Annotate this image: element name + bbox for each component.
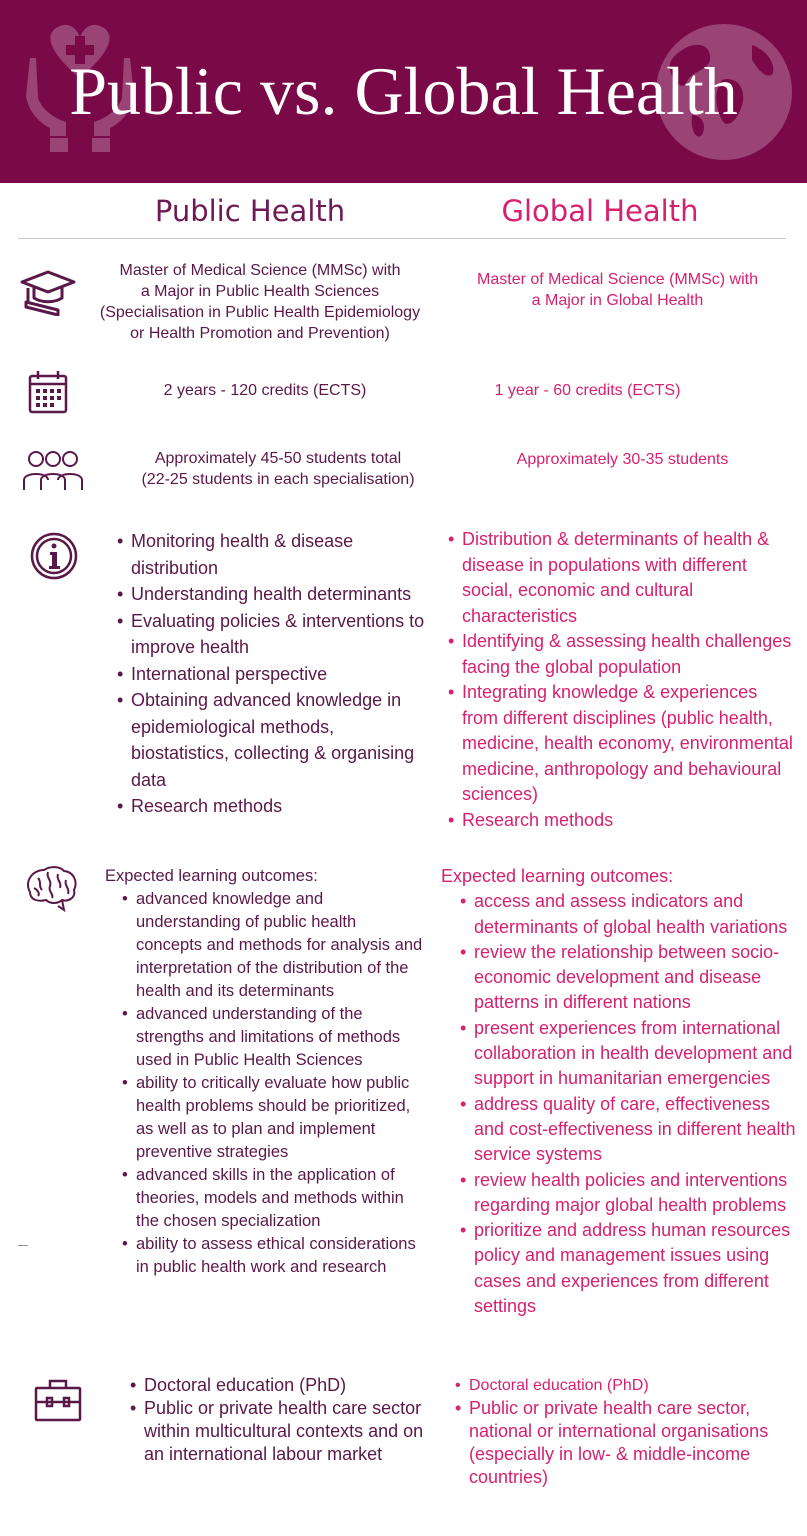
list-item: • International perspective (117, 661, 427, 688)
page-title: Public vs. Global Health (69, 53, 738, 129)
public-duration: 2 years - 120 credits (ECTS) (163, 382, 367, 399)
public-careers-list (130, 1374, 430, 1466)
list-item: • advanced knowledge and understanding of public health concepts and methods for analysis and interpretation of the distribution of the health and its determinants (122, 888, 425, 1003)
briefcase-icon (34, 1378, 82, 1422)
list-item: • review health policies and interventions regarding major global health problems (460, 1168, 803, 1219)
list-item: • Research methods (448, 808, 798, 834)
calendar-icon (28, 370, 68, 414)
list-item: • Distribution & determinants of health & disease in populations with different social, economic and cultural characteristics (448, 527, 798, 629)
global-outcomes (441, 864, 803, 1319)
global-degree-line: a Major in Global Health (531, 292, 704, 309)
list-item: • prioritize and address human resources policy and management issues using cases and experiences from different settings (460, 1218, 803, 1319)
global-duration: 1 year - 60 credits (ECTS) (494, 382, 681, 399)
list-item: • Monitoring health & disease distribution (117, 528, 427, 581)
graduation-cap-icon (18, 268, 78, 316)
list-item: • Public or private health care sector within multicultural contexts and on an international labour market (130, 1397, 430, 1466)
list-item: • Research methods (117, 793, 427, 820)
public-students-line: Approximately 45-50 students total (154, 450, 402, 467)
brain-icon (24, 866, 78, 912)
list-item: • ability to assess ethical considerations in public health work and research (122, 1233, 425, 1279)
public-content-list (117, 528, 427, 820)
list-item: • advanced skills in the application of theories, models and methods within the chosen specialization (122, 1164, 425, 1233)
global-outcomes-intro: Expected learning outcomes: (441, 866, 674, 886)
list-item: • advanced understanding of the strengths and limitations of methods used in Public Health Sciences (122, 1003, 425, 1072)
list-item: • Doctoral education (PhD) (130, 1374, 430, 1397)
list-item: • Evaluating policies & interventions to improve health (117, 608, 427, 661)
list-item: • Understanding health determinants (117, 581, 427, 608)
list-item: • Identifying & assessing health challenges facing the global population (448, 629, 798, 680)
global-content-list (448, 527, 798, 833)
list-item: • ability to critically evaluate how public health problems should be prioritized, as well as to plan and implement preventive strategies (122, 1072, 425, 1164)
list-item: • address quality of care, effectiveness and cost-effectiveness in different health service systems (460, 1092, 803, 1168)
global-health-heading: Global Health (501, 194, 699, 228)
list-item: • Obtaining advanced knowledge in epidemiological methods, biostatistics, collecting & organising data (117, 687, 427, 793)
list-item: • review the relationship between socio-economic development and disease patterns in different nations (460, 940, 803, 1016)
public-degree-line: a Major in Public Health Sciences (140, 283, 380, 300)
public-students-line: (22-25 students in each specialisation) (141, 471, 415, 488)
public-degree (80, 260, 440, 344)
global-degree (440, 269, 795, 311)
public-outcomes-intro: Expected learning outcomes: (105, 867, 318, 885)
info-icon (30, 532, 78, 580)
global-students: Approximately 30-35 students (516, 451, 729, 468)
list-item: • present experiences from international collaboration in health development and support in humanitarian emergencies (460, 1016, 803, 1092)
public-degree-line: (Specialisation in Public Health Epidemiology (99, 304, 421, 321)
list-item: • Public or private health care sector, national or international organisations (especially in low- & middle-income countries) (455, 1397, 795, 1489)
heading-divider (18, 238, 786, 239)
people-icon (22, 450, 84, 492)
list-item: • Doctoral education (PhD) (455, 1374, 795, 1397)
global-careers-list (455, 1374, 795, 1489)
global-degree-line: Master of Medical Science (MMSc) with (477, 271, 758, 288)
public-outcomes-list (122, 888, 425, 1279)
list-item: • Integrating knowledge & experiences from different disciplines (public health, medicine, health economy, environmental medicine, anthropology and behavioural sciences) (448, 680, 798, 808)
public-outcomes (105, 865, 425, 1279)
header-banner (0, 0, 807, 183)
public-degree-line: or Health Promotion and Prevention) (130, 325, 390, 342)
public-health-heading: Public Health (154, 194, 346, 228)
global-outcomes-list (460, 889, 803, 1319)
margin-tick (18, 1245, 28, 1246)
list-item: • access and assess indicators and determinants of global health variations (460, 889, 803, 940)
public-students (118, 448, 438, 490)
public-degree-line: Master of Medical Science (MMSc) with (119, 262, 401, 279)
